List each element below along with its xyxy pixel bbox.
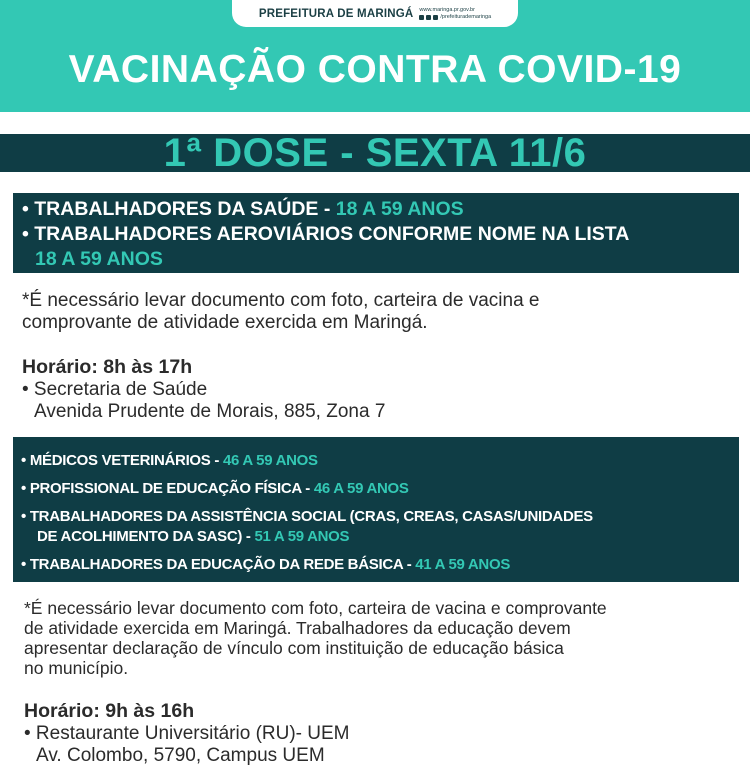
- group2-item-label: • PROFISSIONAL DE EDUCAÇÃO FÍSICA -: [21, 480, 314, 497]
- group2-item-ages: 46 A 59 ANOS: [313, 480, 409, 497]
- group2-box: [13, 437, 739, 582]
- social-handle: /prefeiturademaringa: [440, 13, 492, 20]
- group2-item-label: • TRABALHADORES DA EDUCAÇÃO DA REDE BÁSICA -: [21, 556, 416, 573]
- group1-note-line: *É necessário levar documento com foto, carteira de vacina e: [22, 290, 540, 311]
- group2-item-ages: 46 A 59 ANOS: [222, 452, 318, 469]
- group2-item: [21, 508, 593, 525]
- group1-item: [22, 223, 629, 246]
- social-row: [419, 14, 491, 21]
- website-text: www.maringa.pr.gov.br: [419, 6, 475, 13]
- brand-contacts: [419, 7, 491, 21]
- group1-location: • Secretaria de Saúde: [22, 379, 208, 400]
- main-title: VACINAÇÃO CONTRA COVID-19: [68, 48, 682, 91]
- group2-item: [21, 480, 409, 497]
- group1-item-label: • TRABALHADORES AEROVIÁRIOS CONFORME NOME NA LISTA: [22, 223, 630, 245]
- group2-address: Av. Colombo, 5790, Campus UEM: [36, 745, 325, 766]
- brand-name: PREFEITURA DE MARINGÁ: [258, 7, 414, 20]
- group2-note-line: apresentar declaração de vínculo com instituição de educação básica: [24, 638, 564, 658]
- group1-note-line: comprovante de atividade exercida em Maringá.: [22, 312, 428, 333]
- group1-item-label: • TRABALHADORES DA SAÚDE -: [22, 198, 336, 220]
- header-banner: [0, 0, 750, 112]
- group2-item-label: • MÉDICOS VETERINÁRIOS -: [21, 452, 223, 469]
- group1-address: Avenida Prudente de Morais, 885, Zona 7: [34, 401, 386, 422]
- dose-title: 1ª DOSE - SEXTA 11/6: [163, 131, 587, 175]
- group2-item: [21, 556, 510, 573]
- group2-item-label: DE ACOLHIMENTO DA SASC) -: [37, 528, 255, 545]
- facebook-icon: [426, 15, 431, 20]
- group1-item: [22, 198, 464, 221]
- group2-note-line: no município.: [24, 658, 129, 678]
- group1-box: [13, 193, 739, 273]
- group2-item-ages: 51 A 59 ANOS: [254, 528, 350, 545]
- group1-item-ages: 18 A 59 ANOS: [35, 248, 163, 270]
- group2-note-line: *É necessário levar documento com foto, carteira de vacina e comprovante: [24, 598, 607, 618]
- group1-item-ages: 18 A 59 ANOS: [335, 198, 464, 220]
- group2-item-label: • TRABALHADORES DA ASSISTÊNCIA SOCIAL (CRAS, CREAS, CASAS/UNIDADES: [21, 508, 593, 525]
- instagram-icon: [433, 15, 438, 20]
- brand-tab: [232, 0, 518, 27]
- group1-hours: Horário: 8h às 17h: [22, 356, 193, 378]
- group2-item: [21, 452, 318, 469]
- group2-hours: Horário: 9h às 16h: [24, 700, 195, 722]
- group2-note-line: de atividade exercida em Maringá. Trabalhadores da educação devem: [24, 618, 571, 638]
- group2-item: [37, 528, 349, 545]
- group2-location: • Restaurante Universitário (RU)- UEM: [24, 723, 350, 744]
- group2-item-ages: 41 A 59 ANOS: [415, 556, 511, 573]
- twitter-icon: [419, 15, 424, 20]
